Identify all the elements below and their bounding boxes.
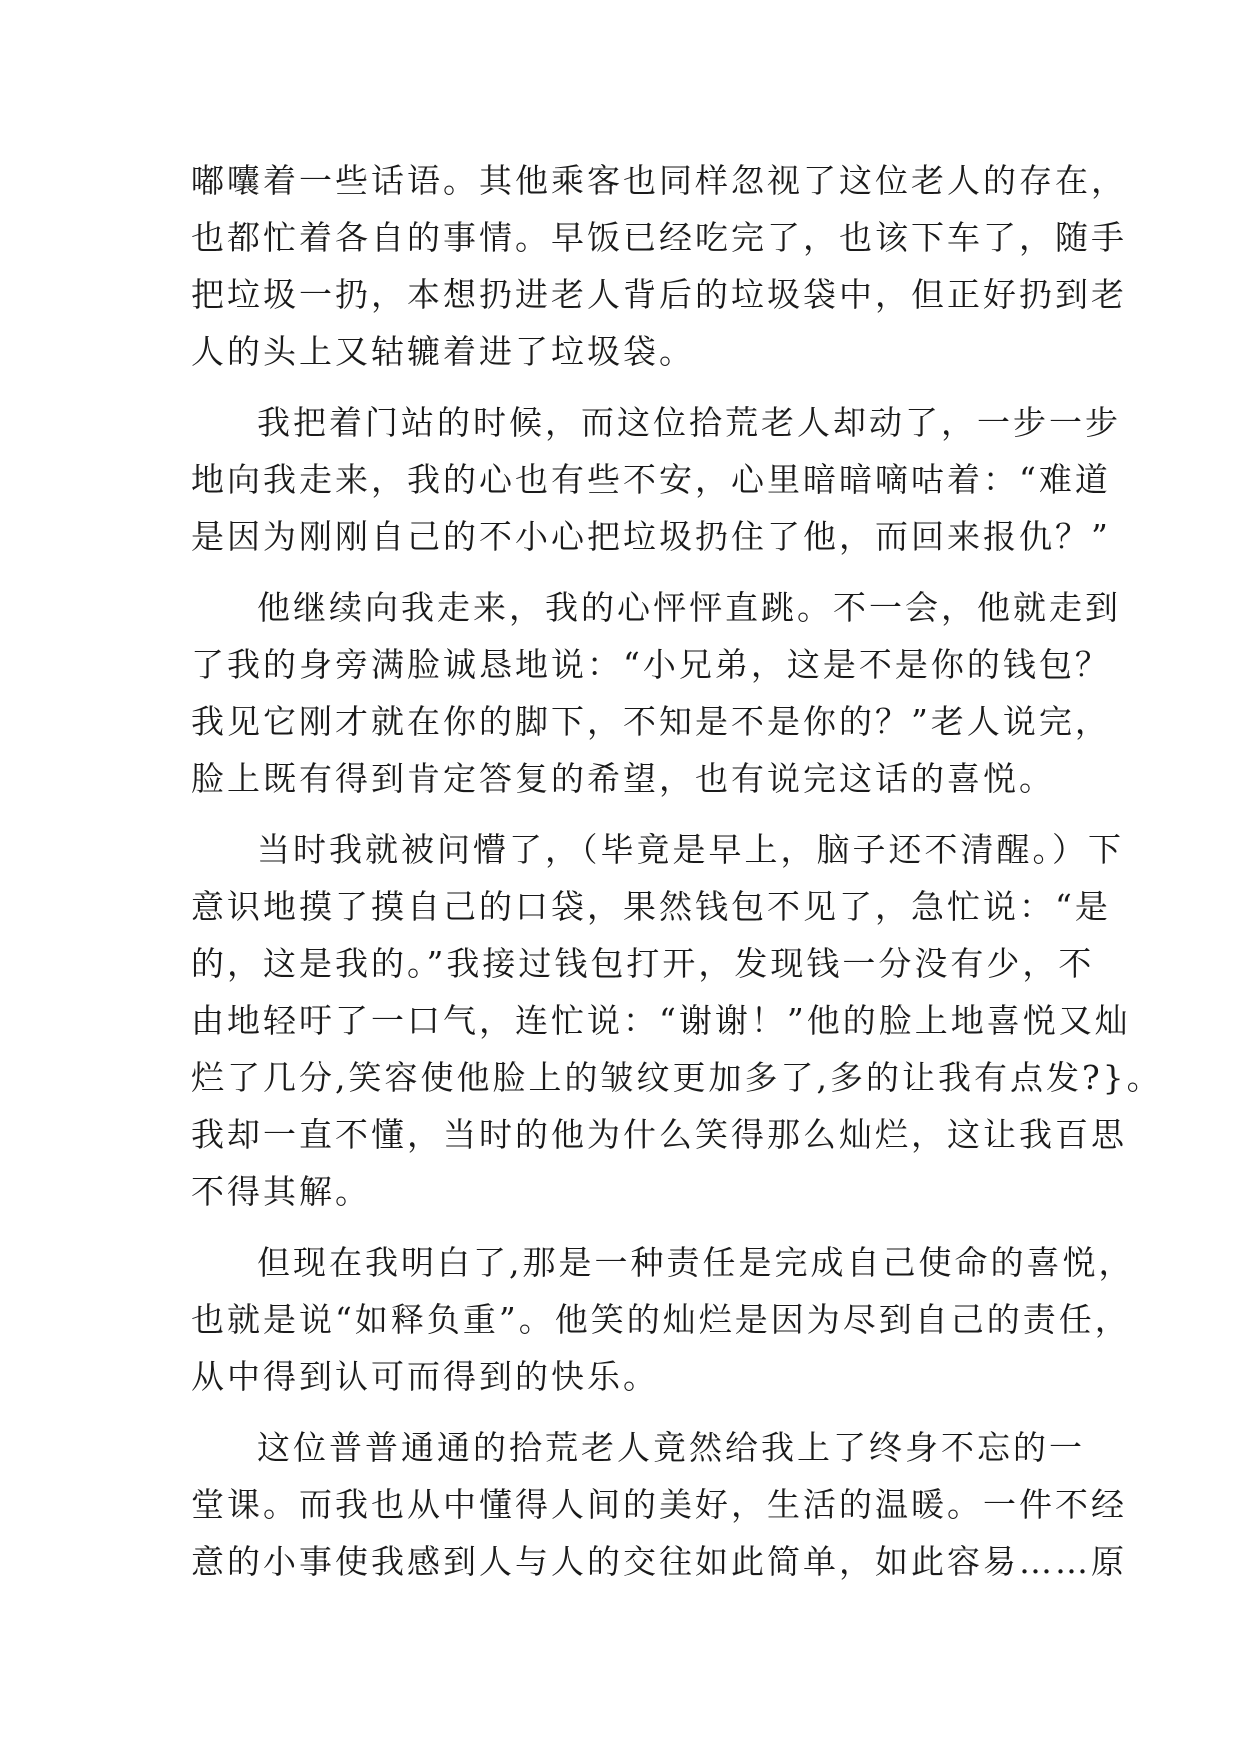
text-line: 当时我就被问懵了，（毕竟是早上，脑子还不清醒。）下 [257, 830, 1124, 869]
text-line: 他继续向我走来，我的心怦怦直跳。不一会，他就走到 [257, 588, 1121, 627]
text-line: 意识地摸了摸自己的口袋，果然钱包不见了，急忙说：“是 [191, 887, 1111, 926]
text-line: 的，这是我的。”我接过钱包打开，发现钱一分没有少，不 [191, 944, 1095, 983]
text-line: 人的头上又轱辘着进了垃圾袋。 [191, 332, 695, 371]
text-line: 嘟囔着一些话语。其他乘客也同样忽视了这位老人的存在， [191, 161, 1127, 200]
paragraph-5 [191, 1234, 1135, 1405]
text-line: 从中得到认可而得到的快乐。 [191, 1357, 659, 1396]
text-line: 脸上既有得到肯定答复的希望，也有说完这话的喜悦。 [191, 759, 1055, 798]
text-line: 由地轻吁了一口气，连忙说：“谢谢！”他的脸上地喜悦又灿 [191, 1001, 1131, 1040]
text-line: 烂了几分,笑容使他脸上的皱纹更加多了,多的让我有点发?}。 [191, 1058, 1163, 1097]
document-body [191, 152, 1163, 1590]
text-line: 意的小事使我感到人与人的交往如此简单，如此容易……原 [191, 1542, 1127, 1581]
text-line: 但现在我明白了,那是一种责任是完成自己使命的喜悦， [257, 1243, 1135, 1282]
paragraph-3 [191, 579, 1121, 807]
paragraph-4 [191, 821, 1163, 1220]
text-line: 地向我走来，我的心也有些不安，心里暗暗嘀咕着：“难道 [191, 460, 1111, 499]
text-line: 也都忙着各自的事情。早饭已经吃完了，也该下车了，随手 [191, 218, 1127, 257]
text-line: 我却一直不懂，当时的他为什么笑得那么灿烂，这让我百思 [191, 1115, 1127, 1154]
text-line: 是因为刚刚自己的不小心把垃圾扔住了他，而回来报仇？” [191, 517, 1111, 556]
paragraph-1 [191, 152, 1127, 380]
paragraph-2 [191, 394, 1121, 565]
text-line: 我见它刚才就在你的脚下，不知是不是你的？”老人说完， [191, 702, 1111, 741]
paragraph-6 [191, 1419, 1127, 1590]
text-line: 了我的身旁满脸诚恳地说：“小兄弟，这是不是你的钱包？ [191, 645, 1111, 684]
text-line: 也就是说“如释负重”。他笑的灿烂是因为尽到自己的责任， [191, 1300, 1131, 1339]
text-line: 这位普普通通的拾荒老人竟然给我上了终身不忘的一 [257, 1428, 1085, 1467]
text-line: 我把着门站的时候，而这位拾荒老人却动了，一步一步 [257, 403, 1121, 442]
text-line: 把垃圾一扔，本想扔进老人背后的垃圾袋中，但正好扔到老 [191, 275, 1127, 314]
text-line: 堂课。而我也从中懂得人间的美好，生活的温暖。一件不经 [191, 1485, 1127, 1524]
text-line: 不得其解。 [191, 1172, 371, 1211]
